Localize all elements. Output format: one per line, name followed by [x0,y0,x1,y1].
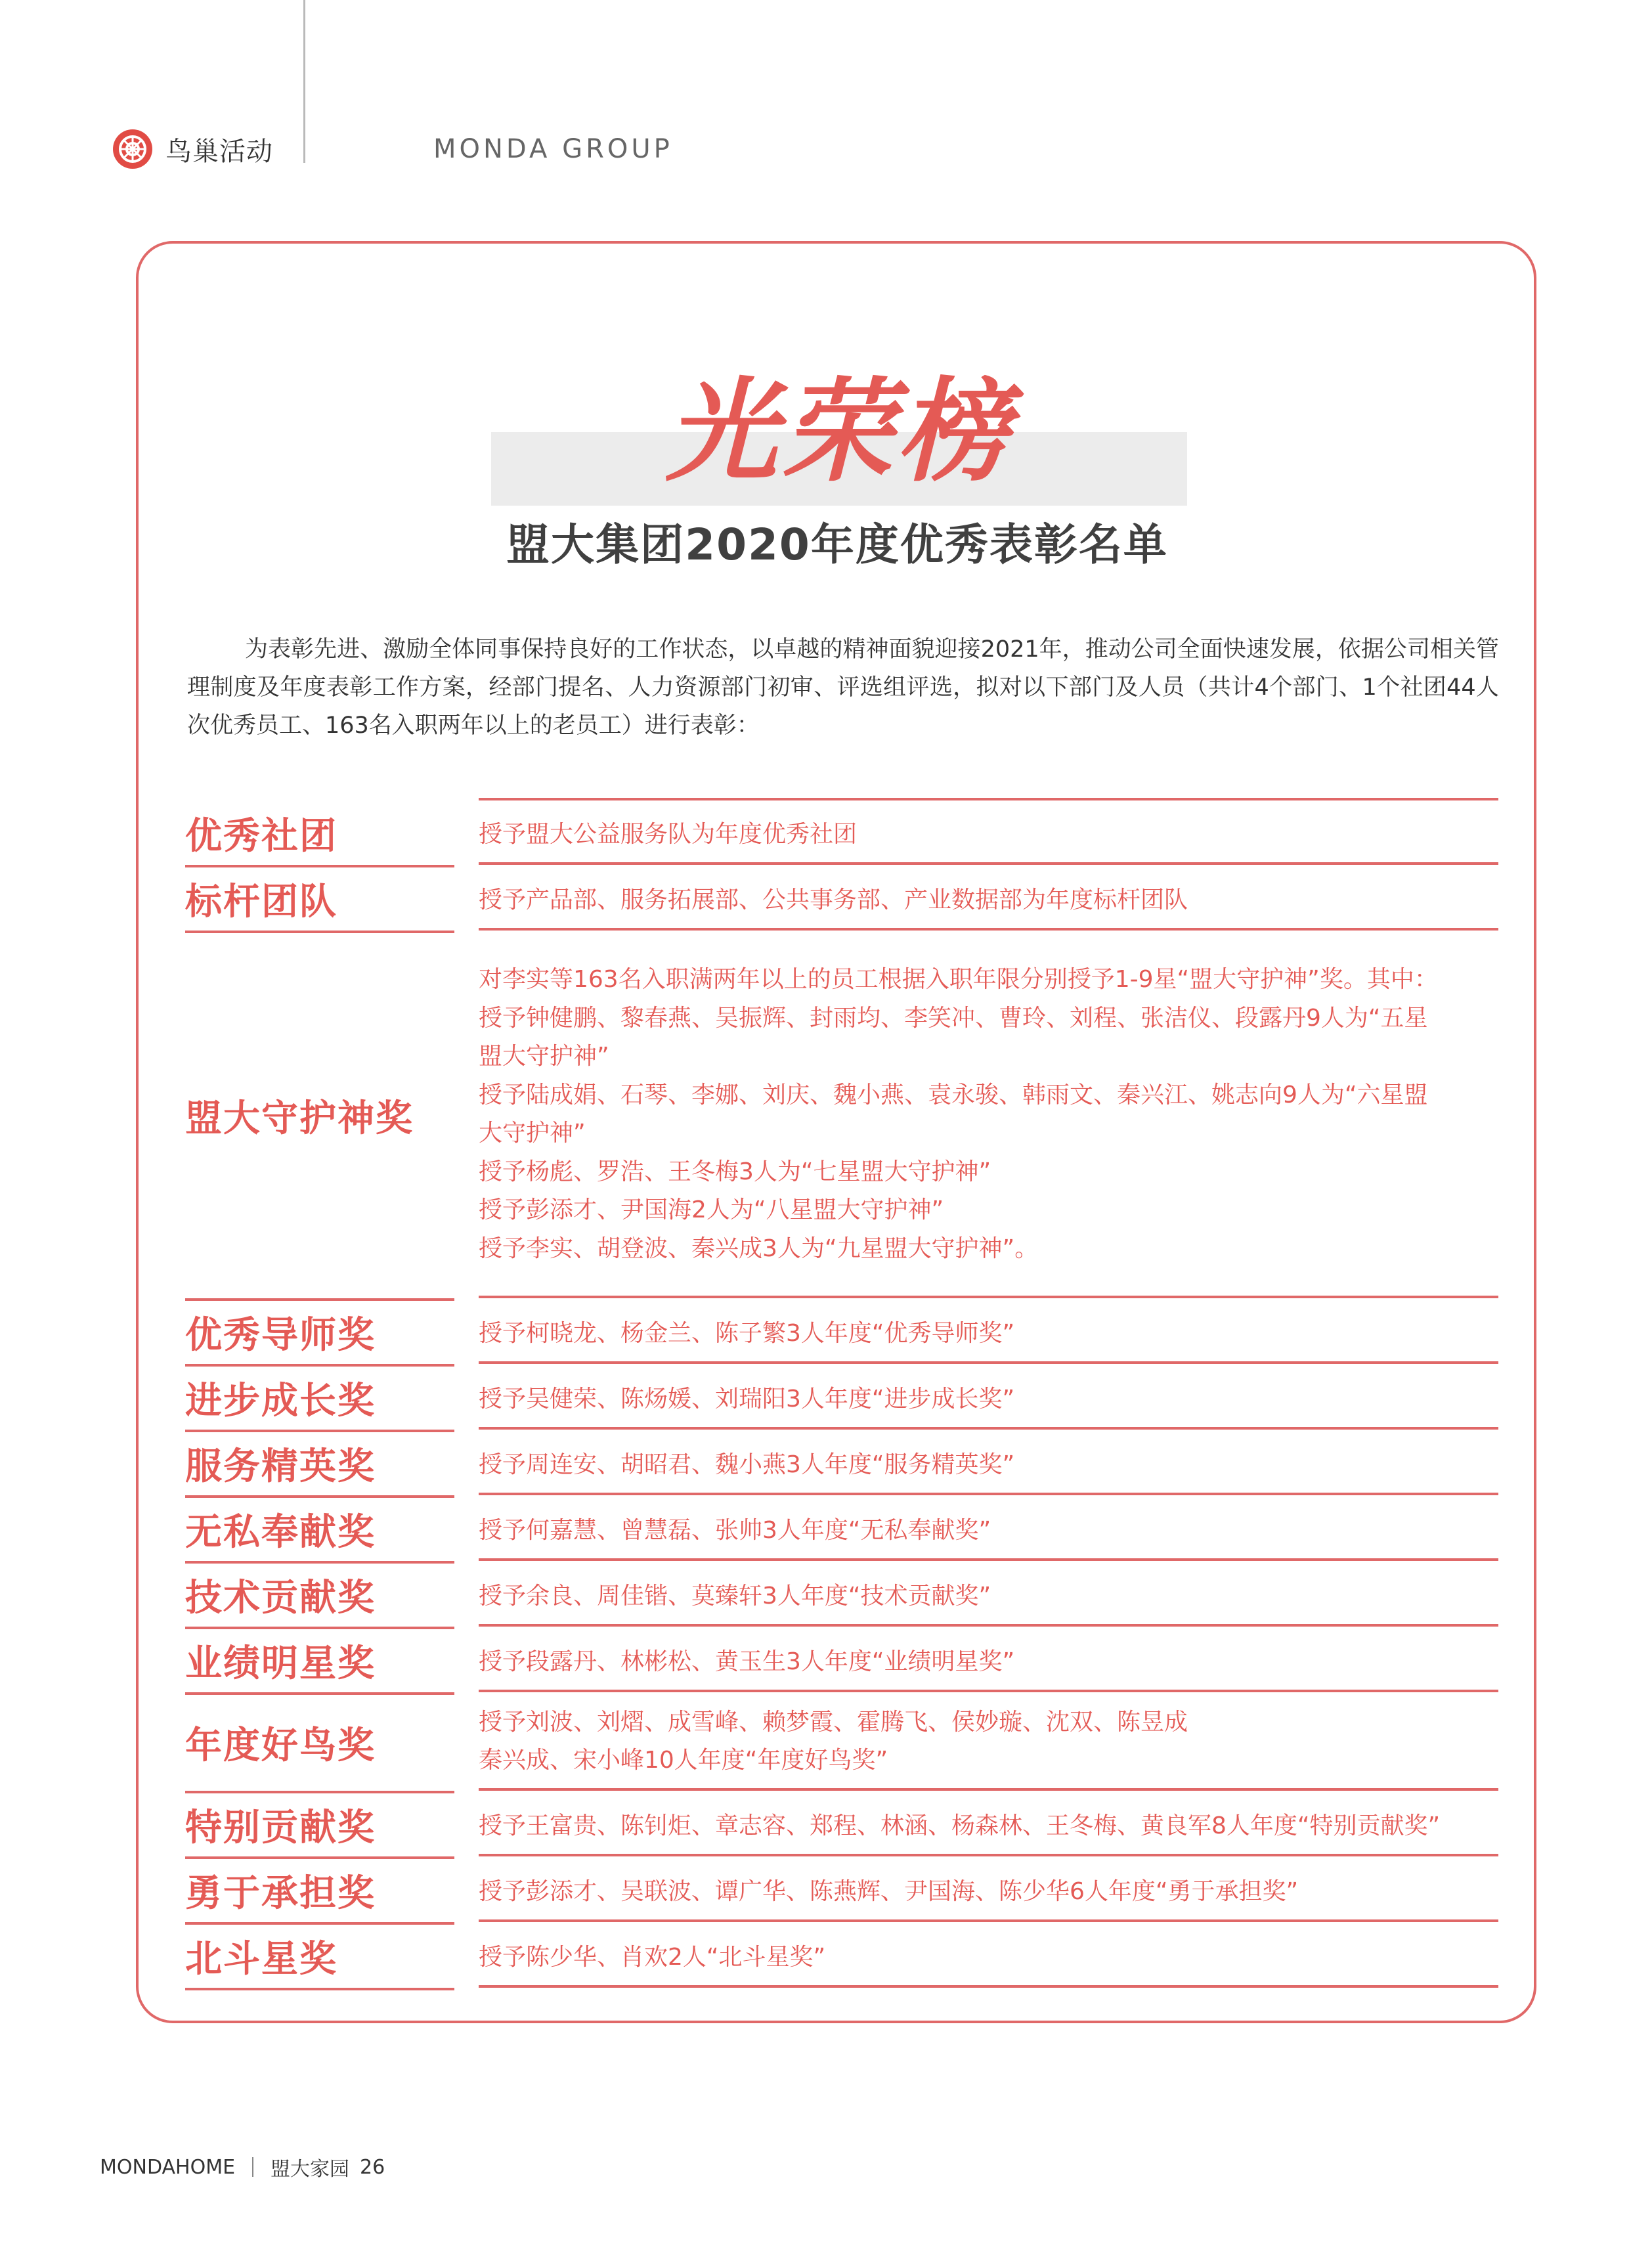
award-description [479,1564,1498,1627]
award-description-line: 授予何嘉慧、曾慧磊、张帅3人年度“无私奉献奖” [479,1516,991,1544]
award-description-line: 授予段露丹、林彬松、黄玉生3人年度“业绩明星奖” [479,1648,1015,1675]
award-category: 服务精英奖 [185,1432,454,1498]
award-description-line: 授予产品部、服务拓展部、公共事务部、产业数据部为年度标杆团队 [479,886,1188,913]
award-description-line: 授予杨彪、罗浩、王冬梅3人为“七星盟大守护神” [479,1158,991,1185]
award-row [185,1629,1498,1695]
award-description [479,1367,1498,1430]
award-description-line: 秦兴成、宋小峰10人年度“年度好鸟奖” [479,1747,888,1774]
footer-section: 盟大家园 [271,2158,350,2181]
footer-brand: MONDAHOME [100,2155,236,2179]
award-description-line: 对李实等163名入职满两年以上的员工根据入职年限分别授予1-9星“盟大守护神”奖。其中： [479,966,1438,993]
award-row [185,1925,1498,1990]
award-description [479,802,1498,865]
award-category: 优秀导师奖 [185,1301,454,1367]
award-description-line: 授予陆成娟、石琴、李娜、刘庆、魏小燕、袁永骏、韩雨文、秦兴江、姚志向9人为“六星盟 [479,1081,1428,1108]
award-category: 无私奉献奖 [185,1498,454,1564]
header-brand: 鸟巢活动 [165,136,273,167]
award-category: 特别贡献奖 [185,1793,454,1859]
award-description-line: 授予刘波、刘熠、成雪峰、赖梦霞、霍腾飞、侯妙璇、沈双、陈昱成 [479,1708,1188,1736]
award-description-line: 大守护神” [479,1120,586,1147]
award-category: 标杆团队 [185,867,454,933]
award-row [185,933,1498,1301]
award-description [479,1629,1498,1692]
award-row [185,802,1498,867]
award-category: 年度好鸟奖 [185,1695,454,1793]
bird-nest-logo-icon [112,128,154,170]
award-category: 技术贡献奖 [185,1564,454,1629]
award-description [479,1793,1498,1856]
award-category: 盟大守护神奖 [185,933,454,1301]
award-row [185,1793,1498,1859]
award-row [185,1564,1498,1629]
page-subtitle: 盟大集团2020年度优秀表彰名单 [506,519,1168,570]
award-description [479,1925,1498,1988]
award-description [479,1432,1498,1495]
award-category: 优秀社团 [185,802,454,867]
award-description [479,933,1498,1298]
footer-divider [252,2157,253,2177]
award-row [185,1859,1498,1925]
page-title: 光荣榜 [665,367,1012,497]
award-description-line: 授予彭添才、吴联波、谭广华、陈燕辉、尹国海、陈少华6人年度“勇于承担奖” [479,1877,1299,1905]
award-description-line: 授予余良、周佳锴、莫臻轩3人年度“技术贡献奖” [479,1582,991,1610]
award-category: 业绩明星奖 [185,1629,454,1695]
award-row [185,1301,1498,1367]
award-category: 北斗星奖 [185,1925,454,1990]
award-row [185,1432,1498,1498]
page-number: 26 [360,2155,385,2179]
award-description-line: 授予吴健荣、陈炀媛、刘瑞阳3人年度“进步成长奖” [479,1385,1015,1413]
award-description [479,1695,1498,1791]
page-header [112,126,673,172]
award-description-line: 授予彭添才、尹国海2人为“八星盟大守护神” [479,1196,944,1223]
table-top-rule [479,798,1498,800]
award-description-line: 授予盟大公益服务队为年度优秀社团 [479,820,858,848]
award-row [185,1695,1498,1793]
award-description-line: 授予王富贵、陈钊炬、章志容、郑程、林涵、杨森林、王冬梅、黄良军8人年度“特别贡献奖” [479,1812,1441,1839]
header-group-name: MONDA GROUP [433,134,673,164]
award-description [479,1301,1498,1364]
header-divider-line [303,0,305,163]
award-category: 进步成长奖 [185,1367,454,1432]
award-row [185,1498,1498,1564]
page-footer [100,2153,385,2181]
award-description [479,867,1498,931]
award-description-line: 授予陈少华、肖欢2人“北斗星奖” [479,1943,826,1971]
award-description-line: 授予钟健鹏、黎春燕、吴振辉、封雨均、李笑冲、曹玲、刘程、张洁仪、段露丹9人为“五星 [479,1004,1428,1032]
award-description [479,1498,1498,1561]
award-description [479,1859,1498,1922]
intro-paragraph: 为表彰先进、激励全体同事保持良好的工作状态，以卓越的精神面貌迎接2021年，推动公司全面快速发展，依据公司相关管理制度及年度表彰工作方案，经部门提名、人力资源部门初审、评选组评选，拟对以下部门及人员（共计4个部门、1个社团44人次优秀员工、163名入职两年以上的老员工）进行表彰： [187,636,1499,739]
award-description-line: 授予李实、胡登波、秦兴成3人为“九星盟大守护神”。 [479,1235,1039,1262]
award-description-line: 盟大守护神” [479,1043,609,1070]
award-description-line: 授予柯晓龙、杨金兰、陈子繁3人年度“优秀导师奖” [479,1319,1015,1347]
award-row [185,1367,1498,1432]
award-description-line: 授予周连安、胡昭君、魏小燕3人年度“服务精英奖” [479,1451,1015,1478]
award-category: 勇于承担奖 [185,1859,454,1925]
award-row [185,867,1498,933]
